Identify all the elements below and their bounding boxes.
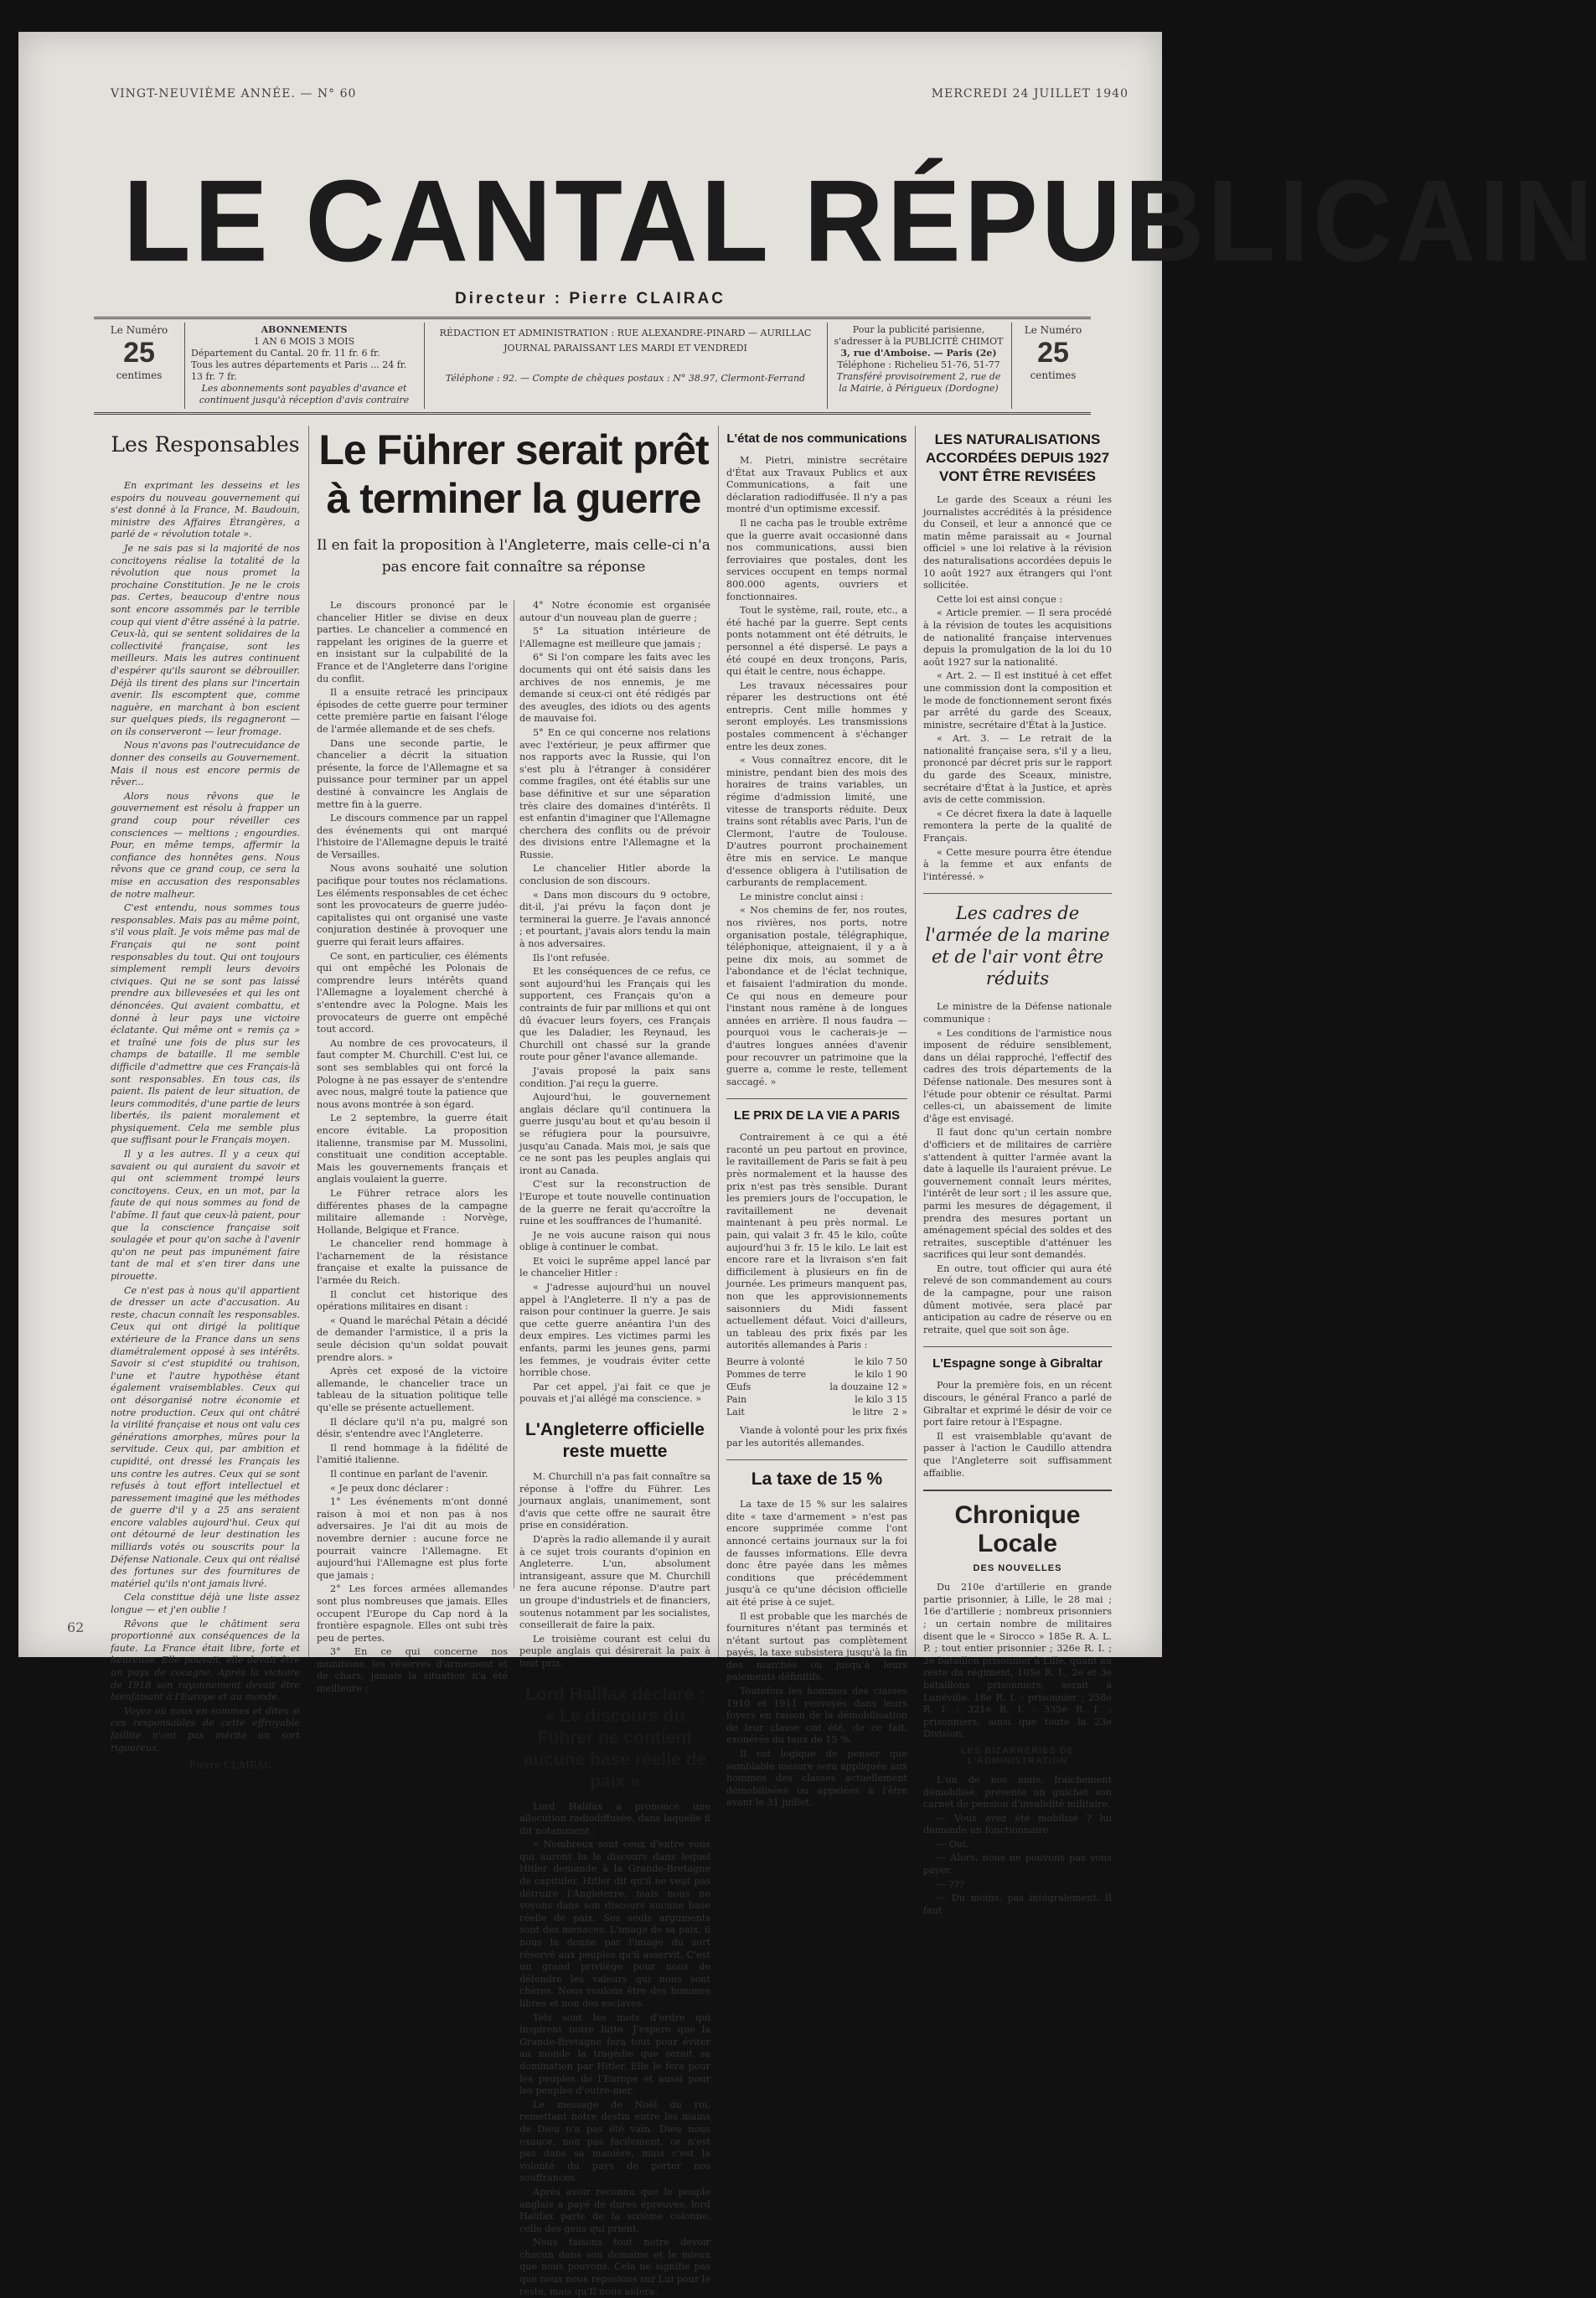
paragraph: 5° La situation intérieure de l'Allemagne est meilleure que jamais ; (519, 626, 710, 649)
article-title-responsables: Les Responsables (111, 432, 300, 457)
price-cell-unit: la douzaine (829, 1381, 884, 1392)
column-naturalisations (923, 426, 1112, 1916)
paragraph: Le chancelier rend hommage à l'acharnement de la résistance française et exalte la puissance de l'armée du Reich. (317, 1238, 508, 1287)
price-cell-item: Œufs (726, 1381, 752, 1392)
paragraph: La taxe de 15 % sur les salaires dite « taxe d'armement » n'est pas encore supprimée comme l'ont annoncé certains journaux sur la foi de fausses informations. Elle devra donc être payée dans les mêmes conditions que précédemment jusqu'à ce qu'une décision officielle ait été prise à ce sujet. (726, 1499, 907, 1608)
issue-number: VINGT-NEUVIÈME ANNÉE. — N° 60 (111, 87, 357, 101)
paragraph: Par cet appel, j'ai fait ce que je pouvais et j'ai allégé ma conscience. » (519, 1381, 710, 1405)
column-fuhrer (317, 426, 710, 2297)
price-cell-unit: le kilo (855, 1356, 884, 1367)
paragraph: Ils l'ont refusée. (533, 952, 610, 963)
price-row (726, 1381, 907, 1393)
advertising-box: Pour la publicité parisienne, s'adresser à la PUBLICITÉ CHIMOT 3, rue d'Amboise. — Paris (2e) Téléphone : Richelieu 51-76, 51-77 Transféré provisoirement 2, rue de la Mairie, à Périgueux (Dordogne) (834, 324, 1004, 394)
issue-line (111, 87, 1129, 106)
paragraph: 5° En ce qui concerne nos relations avec l'extérieur, je peux affirmer que nos rapports avec la Russie, qui l'on s'est plu à l'étranger à considérer comme fragiles, ont été établis sur une base définitive et sur une séparation très claire des domaines d'intérêts. Il est enfantin d'imaginer que l'Allemagne cherchera des conflits ou de prévoir des divisions entre l'Allemagne et la Russie. (519, 726, 710, 860)
paragraph: Il conclut cet historique des opérations militaires en disant : (317, 1288, 508, 1313)
paragraph: Aujourd'hui, le gouvernement anglais déclare qu'il continuera la guerre jusqu'au bout et qu'au besoin il se réfugiera pour la poursuivre, jusqu'au Canada. Mais moi, je sais que ce ne sont pas les peuples anglais qui iront au Canada. (519, 1092, 710, 1176)
paragraph: Contrairement à ce qui a été raconté un peu partout en province, le ravitaillement de Paris se fait à peu près normalement et la hausse des prix n'est pas très sensible. Durant les premiers jours de l'occupation, le ravitaillement ne devenait maintenant à peu près normal. Le pain, qui valait 3 fr. 45 le kilo, coûte aujourd'hui 3 fr. 15 le kilo. Le lait est encore rare et la livraison s'en fait difficilement à plusieurs en fin de journée. Les primeurs manquent pas, non que les approvisionnements saisonniers du Midi fassent actuellement défaut. Voici d'ailleurs, un tableau des prix fixés par les autorités allemandes à Paris : (726, 1132, 907, 1351)
paragraph: Le message de Noël du roi, remettant notre destin entre les mains de Dieu n'a pas été vain. Dieu nous exauce, non pas facilement, ce n'est pas dans sa manière, mais c'est la volonté du pays de porter nos souffrances. (519, 2099, 710, 2184)
article-body-prix (726, 1132, 907, 1352)
paragraph: Il a ensuite retracé les principaux épisodes de cette guerre pour terminer cette première partie en faisant l'éloge de l'armée allemande et de ses chefs. (317, 687, 508, 735)
article-body-naturalisations (923, 494, 1112, 883)
fuhrer-body-right (519, 600, 710, 2297)
article-body-taxe (726, 1499, 907, 1810)
price-note: Viande à volonté pour les prix fixés par les autorités allemandes. (726, 1424, 907, 1449)
price-cell-price: 1 90 (886, 1368, 907, 1380)
paragraph: Il est logique de penser que semblable mesure sera appliquée aux hommes des classes actuellement démobilisées ou appelées à l'être avant le 31 juillet. (726, 1748, 907, 1809)
paragraph: — Alors, nous ne pouvons pas vous payer. (923, 1852, 1112, 1877)
bizarreries-body (923, 1774, 1112, 1918)
paragraph: M. Pietri, ministre secrétaire d'État aux Travaux Publics et aux Communications, a fait une déclaration radiodiffusée. Il n'y a pas montré d'un optimisme excessif. (726, 455, 907, 515)
paragraph: « Dans mon discours du 9 octobre, dit-il, j'ai prévu la façon dont je terminerai la guerre. Je l'avais annoncé ; et pourtant, j'avais alors tendu la main à nos adversaires. (519, 889, 710, 950)
paragraph: Et les conséquences de ce refus, ce sont aujourd'hui les Français qui les supportent, ces Français qu'on a contraints de fuir par millions et qui ont dû évacuer leurs foyers, ces Français que les Daladier, les Reynaud, les Churchill ont chassé sur la grande route pour gêner l'avance allemande. (519, 966, 710, 1063)
paragraph: 2° Les forces armées allemandes sont plus nombreuses que jamais. Elles occupent l'Europe du Cap nord à la frontière espagnole. Elles ont subi très peu de pertes. (317, 1583, 508, 1644)
paragraph: Le troisième courant est celui du peuple anglais qui désirerait la paix à tout prix. (519, 1633, 710, 1669)
article-title-taxe: La taxe de 15 % (751, 1469, 883, 1490)
paragraph: Il continue en parlant de l'avenir. (330, 1468, 488, 1479)
paragraph: C'est sur la reconstruction de l'Europe et toute nouvelle continuation de la guerre ne ferait qu'accroître la ruine et les souffrances de l'humanité. (519, 1179, 710, 1227)
paragraph: Alors nous rêvons que le gouvernement est résolu à frapper un grand coup pour réveiller ces consciences — meltions ; engourdies. Pour, en même temps, affermir la confiance des honnêtes gens. Nous rêvons que ce grand coup, ce sera la mise en accusation des responsables de notre malheur. (111, 790, 300, 900)
paragraph: 4° Notre économie est organisée autour d'un nouveau plan de guerre ; (519, 600, 710, 623)
info-bar (94, 317, 1091, 415)
paragraph: « Nos chemins de fer, nos routes, nos rivières, nos ports, notre organisation postale, télégraphique, téléphonique, atteignaient, il y a à peine dix mois, au sommet de l'abondance et de l'éclat technique, et faisaient l'admiration du monde. Ce qui nous en demeure pour l'instant nous ramène à de longues années en arrière. Il nous faudra — pourquoi vous le cacherais-je — d'autres longues années d'avenir pour recouvrer un patrimoine que la guerre a, comme le reste, tellement saccagé. » (726, 905, 907, 1087)
paragraph: Nous faisons tout notre devoir chacun dans son domaine et le mieux que nous pouvons. Cela ne signifie pas que nous nous reposions sur Lui pour le reste, mais qu'Il nous aidera. (519, 2237, 710, 2297)
chronique-body (923, 1582, 1112, 1741)
paragraph: Le discours commence par un rappel des événements qui ont marqué l'histoire de l'Allemagne depuis le traité de Versailles. (317, 813, 508, 860)
article-title-halifax: Lord Halifax déclare : « Le discours du Führer ne contient aucune base réelle de paix » (523, 1684, 707, 1791)
paragraph: Il est vraisemblable qu'avant de passer à l'action le Caudillo attendra que l'Angleterre soit suffisamment affaiblie. (923, 1430, 1112, 1479)
paragraph: Ce n'est pas à nous qu'il appartient de dresser un acte d'accusation. Au reste, chacun connaît les responsables. Ceux qui ont dirigé la politique extérieure de la France dans un sens diamétralement opposé à ses intérêts. Savoir si c'est stupidité ou trahison, l'une et l'autre hypothèse étant également vraisemblables. Ceux qui ont désorganisé notre économie et notre production. Ceux qui ont châtré la virilité française et nous ont valu ces générations amorphes, mûres pour la servitude. Ceux qui, par ambition et cupidité, ont dressé les Français les uns contre les autres. Ceux qui se sont refusés à tout effort intellectuel et paressement imaginé que les méthodes de guerre d'il y a 25 ans seraient encore valables aujourd'hui. Ceux qui ont détourné de leur destination les milliards votés ou souscrits pour la Défense Nationale. Ceux qui ont réalisé des fortunes sur des fournitures de matériel qu'ils n'ont jamais livré. (111, 1284, 300, 1589)
article-title-cadres: Les cadres de l'armée de la marine et de l'air vont être réduits (925, 903, 1110, 989)
price-cell-item: Pain (726, 1393, 747, 1405)
paragraph: M. Churchill n'a pas fait connaître sa réponse à l'offre du Führer. Les journaux anglais, unanimement, sont d'avis que cette offre ne saurait être prise en considération. (519, 1471, 710, 1531)
paragraph: En exprimant les desseins et les espoirs du nouveau gouvernement qui s'est donné à la France, M. Baudouin, ministre des Affaires Étrangères, a parlé de « révolution totale ». (111, 480, 300, 540)
paragraph: 6° Si l'on compare les faits avec les documents qui ont été saisis dans les archives de nos ennemis, je me demande si ceux-ci ont été rédigés par des aveugles, des idiots ou des agents de mauvaise foi. (519, 652, 710, 725)
price-table (726, 1356, 907, 1418)
article-title-espagne: L'Espagne songe à Gibraltar (932, 1356, 1103, 1371)
paragraph: « Art. 3. — Le retrait de la nationalité française sera, s'il y a lieu, prononcé par décret pris sur le rapport du garde des Sceaux, ministre, secrétaire d'État à la Justice, et après avis de cette commission. (923, 733, 1112, 806)
paragraph: Tels sont les mots d'ordre qui inspirent notre lutte. J'espère que la Grande-Bretagne fera tout pour éviter au monde la tragédie que serait sa domination par Hitler. Elle le fera pour les peuples de l'Europe et aussi pour les peuples d'outre-mer. (519, 2011, 710, 2097)
paragraph: — Vous avez été mobilisé ? lui demande un fonctionnaire. (923, 1812, 1112, 1836)
paragraph: « Nombreux sont ceux d'entre vous qui auront lu le discours dans lequel Hitler demande à la Grande-Bretagne de capituler. Hitler dit qu'il ne veut pas détruire l'Angleterre, mais nous ne voyons dans son discours aucune base réelle de paix. Ses seuls arguments sont des menaces. L'image de sa paix, il nous la donne par l'image du sort réservé aux peuples qu'il asservit. C'est un grand privilège pour nous de défendre les valeurs qui nous sont chères. Nous voulons être des hommes libres et non des esclaves. (519, 1839, 710, 2009)
paragraph: Et voici le suprême appel lancé par le chancelier Hitler : (519, 1255, 710, 1279)
folio-mark: 62 (67, 1619, 85, 1635)
subscription-box: ABONNEMENTS 1 AN 6 MOIS 3 MOIS Département du Cantal. 20 fr. 11 fr. 6 fr. Tous les autres départements et Paris ... 24 fr. 13 fr. 7 fr. Les abonnements sont payables d'avance et continuent jusqu'à réception d'avis contraire (191, 324, 410, 405)
paragraph: « Cette mesure pourra être étendue à la femme et aux enfants de l'intéressé. » (923, 846, 1112, 882)
article-signature: Pierre CLAIRAC. (189, 1759, 275, 1772)
paragraph: Je ne sais pas si la majorité de nos concitoyens réalise la totalité de la révolution que nous promet la prochaine Constitution. Je ne le crois pas. Certes, beaucoup d'entre nous sont encore assommés par le terrible coup qui vient d'être asséné à la patrie. Ceux-là, qui se sentent solidaires de la collectivité française, sont les meilleurs. Mais les autres continuent d'espérer qu'ils sauront se débrouiller. Déjà ils tirent des plans sur l'incertain avenir. Ils escomptent que, comme naguère, en marchant à bon escient sur quelques pieds, ils regagneront — on ils conserveront — leur fromage. (111, 542, 300, 737)
paragraph: C'est entendu, nous sommes tous responsables. Mais pas au même point, s'il vous plaît. Je vois même pas mal de Français qui ne sont point responsables du tout. Qui ont toujours simplement rempli leurs devoirs civiques. Qui ne se sont pas laissé prendre aux billevesées et qui les ont dénoncées. Qui avaient combattu, et donné à leur pays une victoire éclatante. Qui même ont « remis ça » et traîné une fois de plus sur les champs de bataille. Il me semble difficile d'admettre que ces Français-là sont responsables. En tous cas, ils paient. Ils paient de leur situation, de leurs commodités, d'une partie de leurs libertés, ils paient moralement et physiquement. Cela me semble plus que suffisant pour le Français moyen. (111, 902, 300, 1146)
paragraph: « Vous connaîtrez encore, dit le ministre, pendant bien des mois des horaires de trains variables, un régime d'admission limité, une vitesse de transports réduite. Deux trains sont rétablis avec Paris, l'un de Clermont, l'autre de Toulouse. D'autres pourront prochainement être mis en service. Le manque d'essence obligera à l'utilisation de carburants de remplacement. (726, 755, 907, 889)
paragraph: Il y a les autres. Il y a ceux qui savaient ou qui auraient du savoir et qui ont sciemment trompé leurs concitoyens. Ceux, en un mot, par la faute de qui nous sommes au fond de l'abîme. Il faut que ceux-là paient, pour que la conscience française soit soulagée et pour qu'on sache à l'avenir qu'on ne peut pas impunément faire tant de mal et s'en tirer dans une pirouette. (111, 1149, 300, 1282)
fuhrer-body-left (317, 600, 508, 1695)
paragraph: Rêvons que le châtiment sera proportionné aux conséquences de la faute. La France était libre, forte et heureuse. Elle pouvait, elle devait être un pays de cocagne. Après la victoire de 1918 son rayonnement devait être bienfaisant à l'Europe et au monde. (111, 1618, 300, 1703)
paragraph: — ??? (937, 1878, 964, 1890)
article-title-naturalisations: LES NATURALISATIONS ACCORDÉES DEPUIS 1927 VONT ÊTRE REVISÉES (925, 431, 1110, 484)
paragraph: Il ne cacha pas le trouble extrême que la guerre avait occasionné dans nos communications, aussi bien ferroviaires que postales, dont les services occupent en temps normal 800.000 agents, ouvriers et fonctionnaires. (726, 517, 907, 602)
paragraph: Cette loi est ainsi conçue : (937, 593, 1063, 605)
paragraph: — Oui. (937, 1838, 969, 1850)
paragraph: « Article premier. — Il sera procédé à la révision de toutes les acquisitions de nationalité française intervenues depuis la promulgation de la loi du 10 août 1927 sur la nationalité. (923, 607, 1112, 668)
paragraph: 1° Les événements m'ont donné raison à moi et non pas à nos adversaires. Je l'ai dit au mois de novembre dernier : aucune force ne pourrait vaincre l'Allemagne. Et aujourd'hui l'Allemagne est plus forte que jamais ; (317, 1496, 508, 1581)
price-box-left: Le Numéro 25 centimes (110, 324, 168, 381)
price-cell-price: 12 » (886, 1381, 907, 1392)
paragraph: Il faut donc qu'un certain nombre d'officiers et de militaires de carrière s'attendent à quitter l'armée avant la date à laquelle ils l'auraient prévue. Le gouvernement connaît leurs mérites, l'intérêt de leur sort ; il les assure que, parmi les mesures de dégagement, il prendra des mesures portant un aménagement spécial des soldes et des retraites, susceptible d'atténuer les sacrifices qui leur sont demandés. (923, 1127, 1112, 1261)
paragraph: Au nombre de ces provocateurs, il faut compter M. Churchill. C'est lui, ce sont ses semblables qui ont forcé la Pologne à ne pas essayer de s'entendre avec nous, malgré toute la patience que nous avons montrée à son égard. (317, 1037, 508, 1110)
paragraph: Il rend hommage à la fidélité de l'amitié italienne. (317, 1442, 508, 1466)
article-title-angleterre: L'Angleterre officielle reste muette (525, 1420, 705, 1461)
paragraph: — Du moins, pas intégralement. Il faut (923, 1893, 1112, 1916)
paragraph: Il déclare qu'il n'a pu, malgré son désir, s'entendre avec l'Angleterre. (317, 1416, 508, 1440)
paragraph: Je ne vois aucune raison qui nous oblige à continuer le combat. (519, 1229, 710, 1253)
bizarreries-title: LES BIZARRERIES DE L'ADMINISTRATION (960, 1745, 1075, 1766)
article-body-responsables (111, 480, 300, 1754)
paragraph: « Je peux donc déclarer : (330, 1482, 449, 1494)
newspaper-title: LE CANTAL RÉPUBLICAIN (123, 156, 1596, 286)
paragraph: Le 2 septembre, la guerre était encore évitable. La proposition italienne, transmise par M. Mussolini, constituait une condition acceptable. Mais les gouvernements français et anglais voulaient la guerre. (317, 1113, 508, 1185)
paragraph: Voyez où nous en sommes et dites si ces responsables de cette effroyable faillite n'ont pas mérité un sort rigoureux. (111, 1705, 300, 1753)
paragraph: Du 210e d'artillerie en grande partie prisonnier, à Lille, le 28 mai ; 16e d'artillerie ; nombreux prisonniers ; un certain nombre de militaires disent que le « Sirocco » 185e R. A. L. P. ; tout entier prisonnier ; 326e R. I. ; 2e bataillon prisonnier à Lille, quant au reste du régiment, 105e R. I., 2e et 3e bataillons prisonniers, serait à Lunéville. 18e R. I. : prisonnier ; 258e R. I. : 321e R. I. : 335e R. I. : prisonniers, ainsi que toute la 23e Division. (923, 1582, 1112, 1740)
paragraph: 3° En ce qui concerne nos munitions, les réserves d'armement et de chars, jamais la situation n'a été meilleure ; (317, 1646, 508, 1695)
paragraph: Toutefois les hommes des classes 1910 et 1911 renvoyés dans leurs foyers en raison de la démobilisation de leur classe ont été, de ce fait, exonérés du taux de 15 %. (726, 1686, 907, 1746)
director-line: Directeur : Pierre CLAIRAC (455, 290, 726, 307)
price-cell-price: 2 » (892, 1406, 907, 1418)
paragraph: Pour la première fois, en un récent discours, le général Franco a parlé de Gibraltar et exprimé le désir de voir ce port faire retour à l'Espagne. (923, 1380, 1112, 1428)
price-cell-item: Lait (726, 1406, 745, 1418)
paragraph: Dans une seconde partie, le chancelier a décrit la situation présente, la force de l'Allemagne et sa puissance pour terminer par un appel destiné à convaincre les Anglais de mettre fin à la guerre. (317, 737, 508, 810)
price-row (726, 1406, 907, 1418)
price-row (726, 1368, 907, 1381)
paragraph: Après avoir reconnu que le peuple anglais a payé de dures épreuves, lord Halifax parle de la sixième colonne, celle des gens qui prient. (519, 2186, 710, 2234)
chronique-locale-title: Chronique Locale (923, 1490, 1112, 1558)
paragraph: Nous n'avons pas l'outrecuidance de donner des conseils au Gouvernement. Mais il nous est encore permis de rêver... (111, 740, 300, 788)
paragraph: D'après la radio allemande il y aurait à ce sujet trois courants d'opinion en Angleterre. L'un, absolument intransigeant, assure que M. Churchill ne fera aucune réponse. D'autre part un groupe d'industriels et de financiers, soutenus notamment par les socialistes, conseillerait de faire la paix. (519, 1533, 710, 1631)
paragraph: « Les conditions de l'armistice nous imposent de réduire sensiblement, dans un délai rapproché, l'effectif des cadres des trois départements de la Défense nationale. Des mesures sont à l'étude pour obtenir ce résultat. Parmi celles-ci, un abaissement de limite d'âge est envisagé. (923, 1027, 1112, 1124)
main-headline: Le Führer serait prêt à terminer la guerre (318, 426, 709, 522)
paragraph: Le Führer retrace alors les différentes phases de la campagne militaire allemande : Norvège, Hollande, Belgique et France. (317, 1187, 508, 1236)
paragraph: Les travaux nécessaires pour réparer les destructions ont été entrepris. Cent mille hommes y seront employés. Les transmissions postales commencent à s'échanger entre les deux zones. (726, 679, 907, 752)
article-body-cadres (923, 1001, 1112, 1336)
price-cell-item: Beurre à volonté (726, 1356, 805, 1367)
paragraph: Nous avons souhaité une solution pacifique pour toutes nos réclamations. Les éléments responsables de cet échec sont les provocateurs de guerre judéo-capitalistes qui ont organisé une vaste conjuration destinée à provoquer une guerre qui ferait leurs affaires. (317, 863, 508, 948)
price-row (726, 1393, 907, 1406)
newspaper-page (18, 32, 1596, 2297)
paragraph: « Quand le maréchal Pétain a décidé de demander l'armistice, il a pris la seule décision qu'un soldat pouvait prendre alors. » (317, 1314, 508, 1363)
price-cell-price: 3 15 (886, 1393, 907, 1405)
price-cell-unit: le kilo (855, 1368, 884, 1380)
paragraph: Le garde des Sceaux a réuni les journalistes accrédités à la présidence du Conseil, et leur a annoncé que ce matin même paraissait au « Journal officiel » une loi relative à la révision des naturalisations accordées depuis le 10 août 1927 aux étrangers qui l'ont sollicitée. (923, 494, 1112, 591)
paragraph: L'un de nos amis, fraîchement démobilisé, présente un guichet son carnet de pension d'invalidité militaire. (923, 1774, 1112, 1810)
paragraph: « J'adresse aujourd'hui un nouvel appel à l'Angleterre. Il n'y a pas de raison pour continuer la guerre. Je sais que cette guerre anéantira l'un des deux empires. Les victimes parmi les enfants, parmi les jeunes gens, parmi les femmes, je voudrais éviter cette horrible chose. (519, 1282, 710, 1379)
paragraph: « Art. 2. — Il est institué à cet effet une commission dont la composition et le mode de fonctionnement seront fixés par arrêté du garde des Sceaux, ministre, secrétaire d'État à la Justice. (923, 670, 1112, 731)
price-cell-item: Pommes de terre (726, 1368, 807, 1380)
price-box-right: Le Numéro 25 centimes (1024, 324, 1082, 381)
article-title-prix: LE PRIX DE LA VIE A PARIS (733, 1108, 901, 1123)
main-subheadline: Il en fait la proposition à l'Angleterre, mais celle-ci n'a pas encore fait connaître sa réponse (317, 537, 710, 576)
paragraph: Ce sont, en particulier, ces éléments qui ont empêché les Polonais de comprendre leurs intérêts quand l'Allemagne a loyalement cherché à s'entendre avec la Pologne. Mais les provocateurs de guerre ont empêché tout accord. (317, 950, 508, 1035)
article-body-communications (726, 455, 907, 1088)
paragraph: Après cet exposé de la victoire allemande, le chancelier trace un tableau de la situation politique telle qu'elle se présente actuellement. (317, 1366, 508, 1413)
column-communications (726, 426, 907, 1809)
price-cell-unit: le litre (852, 1406, 884, 1418)
article-body-espagne (923, 1380, 1112, 1479)
paragraph: Il est probable que les marchés de fournitures n'étant pas terminés et n'étant surtout pas complètement payés, la taxe subsistera jusqu'à la fin des marchés ou jusqu'à leurs paiements définitifs. (726, 1610, 907, 1683)
paragraph: Le discours prononcé par le chancelier Hitler se divise en deux parties. Le chancelier a commencé en rappelant les origines de la guerre et en insistant sur la culpabilité de la France et de l'Angleterre dans l'origine du conflit. (317, 600, 508, 684)
paragraph: Le ministre de la Défense nationale communique : (923, 1001, 1112, 1025)
paragraph: Le chancelier Hitler aborde la conclusion de son discours. (519, 863, 710, 887)
paragraph: En outre, tout officier qui aura été relevé de son commandement au cours de la campagne, pour une raison dûment motivée, sera placé par anticipation au cadre de réserve ou en retraite, quel que soit son âge. (923, 1263, 1112, 1335)
chronique-subtitle: DES NOUVELLES (973, 1563, 1062, 1574)
issue-date: MERCREDI 24 JUILLET 1940 (931, 87, 1129, 101)
paragraph: Cela constitue déjà une liste assez longue — et j'en oublie ! (111, 1592, 300, 1616)
paragraph: « Ce décret fixera la date à laquelle remontera la perte de la qualité de Français. (923, 808, 1112, 844)
price-row (726, 1356, 907, 1368)
article-title-communications: L'état de nos communications (726, 431, 907, 446)
column-responsables (111, 426, 300, 1772)
paragraph: Le ministre conclut ainsi : (740, 891, 864, 902)
price-cell-price: 7 50 (886, 1356, 907, 1367)
paragraph: Tout le système, rail, route, etc., a été haché par la guerre. Sept cents ponts notamment ont été détruits, le personnel a été dispersé. Le pays a été coupé en deux tronçons, Paris, qui était le centre, nous échappe. (726, 605, 907, 678)
editorial-box: RÉDACTION ET ADMINISTRATION : RUE ALEXANDRE-PINARD — AURILLAC JOURNAL PARAISSANT LES MARDI ET VENDREDI Téléphone : 92. — Compte de chèques postaux : N° 38.97, Clermont-Ferrand (439, 328, 812, 384)
paragraph: Lord Halifax a prononcé une allocution radiodiffusée, dans laquelle il dit notamment : (519, 1800, 710, 1836)
paragraph: J'avais proposé la paix sans condition. J'ai reçu la guerre. (519, 1065, 710, 1089)
price-cell-unit: le kilo (855, 1393, 884, 1405)
